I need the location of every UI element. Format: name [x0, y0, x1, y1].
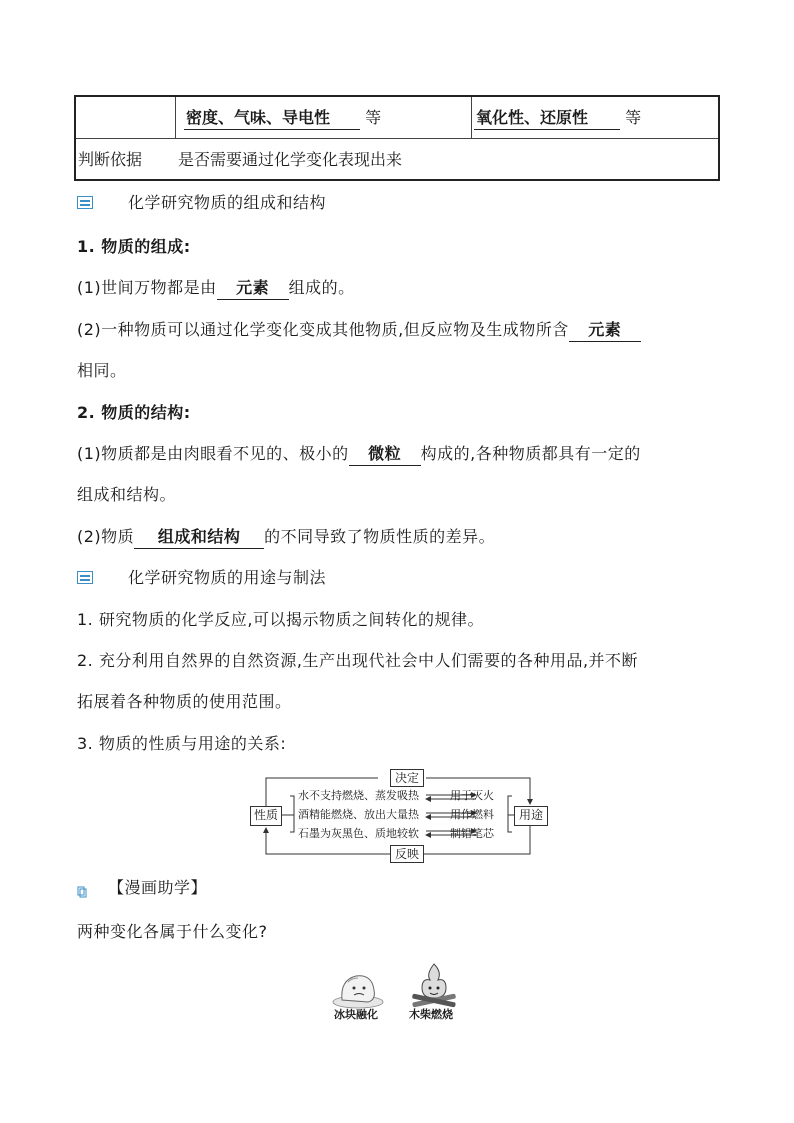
comic-icon [77, 883, 87, 895]
burning-wood-illustration [408, 960, 460, 1008]
suffix-text: 等 [365, 108, 382, 127]
comic-question: 两种变化各属于什么变化? [77, 922, 268, 941]
answer-fill: 元素 [217, 277, 289, 300]
subheading: 2. 物质的结构: [77, 403, 191, 422]
table-col-divider [175, 97, 176, 138]
reflect-label: 反映 [390, 845, 424, 863]
paragraph-continuation: 拓展着各种物质的使用范围。 [77, 692, 292, 711]
section-list-icon [77, 571, 93, 584]
property-item: 酒精能燃烧、放出大量热 [298, 808, 419, 821]
chemical-properties-cell [474, 107, 641, 130]
answer-fill: 组成和结构 [134, 526, 264, 549]
physical-properties-cell [184, 107, 381, 130]
answer-fill: 氧化性、还原性 [474, 107, 620, 130]
table-col-divider [471, 97, 472, 138]
paragraph: (2)物质 组成和结构 的不同导致了物质性质的差异。 [77, 526, 495, 549]
section-title: 化学研究物质的用途与制法 [128, 568, 327, 587]
property-item: 石墨为灰黑色、质地较软 [298, 827, 419, 840]
property-use-diagram [250, 768, 550, 860]
paragraph: (1)世间万物都是由 元素 组成的。 [77, 277, 355, 300]
use-item: 制铅笔芯 [450, 827, 494, 840]
properties-table [74, 95, 720, 181]
paragraph: (1)物质都是由肉眼看不见的、极小的 微粒 构成的,各种物质都具有一定的 [77, 443, 641, 466]
row-value: 是否需要通过化学变化表现出来 [178, 150, 403, 169]
use-item: 用作燃料 [450, 808, 494, 821]
paragraph-continuation: 组成和结构。 [77, 485, 177, 504]
answer-fill: 微粒 [349, 443, 421, 466]
property-item: 水不支持燃烧、蒸发吸热 [298, 789, 419, 802]
paragraph: 2. 充分利用自然界的自然资源,生产出现代社会中人们需要的各种用品,并不断 [77, 651, 639, 670]
section-list-icon [77, 196, 93, 209]
caption-wood: 木柴燃烧 [409, 1008, 453, 1021]
use-box: 用途 [514, 806, 548, 826]
determine-label: 决定 [390, 769, 424, 787]
comic-heading: 【漫画助学】 [108, 878, 208, 897]
paragraph-continuation: 相同。 [77, 361, 127, 380]
melting-ice-illustration [330, 966, 386, 1010]
section-title: 化学研究物质的组成和结构 [128, 193, 327, 212]
subheading: 1. 物质的组成: [77, 237, 191, 256]
paragraph: 3. 物质的性质与用途的关系: [77, 734, 287, 753]
answer-fill: 密度、气味、导电性 [184, 107, 360, 130]
answer-fill: 元素 [569, 319, 641, 342]
paragraph: 1. 研究物质的化学反应,可以揭示物质之间转化的规律。 [77, 610, 484, 629]
property-box: 性质 [250, 806, 282, 826]
use-item: 用于灭火 [450, 789, 494, 802]
suffix-text: 等 [625, 108, 642, 127]
row-label: 判断依据 [78, 150, 143, 169]
paragraph: (2)一种物质可以通过化学变化变成其他物质,但反应物及生成物所含 元素 [77, 319, 641, 342]
caption-ice: 冰块融化 [334, 1008, 378, 1021]
table-row-divider [76, 138, 718, 139]
